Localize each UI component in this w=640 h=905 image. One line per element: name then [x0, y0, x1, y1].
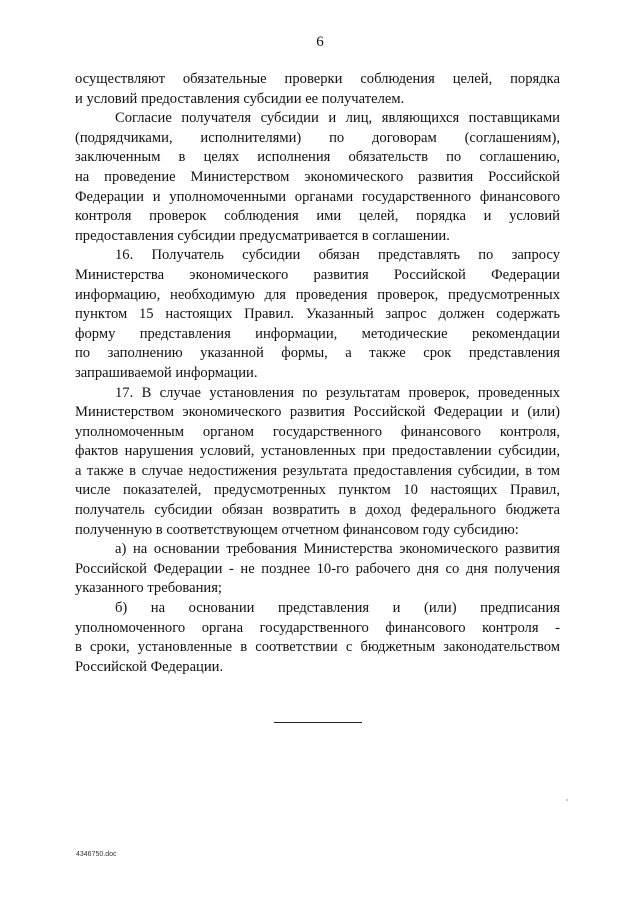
paragraph: [75, 384, 560, 541]
document-body: [75, 70, 560, 677]
text-line: Российской Федерации - не позднее 10-го рабочего дня со дня получения: [75, 560, 560, 577]
text-line: заключенным в целях исполнения обязательств по соглашению,: [75, 149, 560, 166]
text-line: уполномоченным органом государственного финансового контроля,: [75, 423, 560, 440]
text-line: Министерством экономического развития Российской Федерации и (или): [75, 404, 560, 421]
text-line: и условий предоставления субсидии ее получателем.: [75, 90, 405, 107]
page-number: 6: [316, 34, 324, 50]
document-file-id: 4346750.doc: [76, 851, 117, 858]
text-line: пунктом 15 настоящих Правил. Указанный запрос должен содержать: [75, 306, 560, 323]
paragraph: [75, 540, 560, 599]
text-line: осуществляют обязательные проверки соблюдения целей, порядка: [75, 71, 560, 87]
text-line: на проведение Министерством экономического развития Российской: [75, 168, 560, 185]
text-line: 16. Получатель субсидии обязан представлять по запросу: [115, 247, 560, 264]
paragraph: [75, 70, 560, 109]
text-line: Согласие получателя субсидии и лиц, являющихся поставщиками: [115, 110, 560, 127]
paragraph: [75, 599, 560, 677]
text-line: уполномоченного органа государственного финансового контроля -: [75, 619, 560, 636]
paragraph: [75, 109, 560, 246]
text-line: указанного требования;: [75, 580, 222, 597]
text-line: контроля проверок соблюдения ими целей, порядка и условий: [75, 208, 560, 225]
text-line: Российской Федерации.: [75, 658, 224, 675]
text-line: информацию, необходимую для проведения проверок, предусмотренных: [75, 286, 560, 303]
text-line: по заполнению указанной формы, а также срок представления: [75, 345, 560, 362]
paragraph: [75, 246, 560, 383]
text-line: (подрядчиками, исполнителями) по договорам (соглашениям),: [75, 129, 560, 146]
text-line: получатель субсидии обязан возвратить в доход федерального бюджета: [75, 502, 560, 519]
text-line: числе показателей, предусмотренных пунктом 10 настоящих Правил,: [75, 482, 560, 499]
text-line: а) на основании требования Министерства экономического развития: [115, 541, 560, 558]
text-line: в сроки, установленные в соответствии с бюджетным законодательством: [75, 639, 560, 656]
text-line: б) на основании представления и (или) предписания: [115, 600, 560, 617]
end-separator-line: [274, 722, 362, 723]
text-line: форму представления информации, методические рекомендации: [75, 325, 560, 342]
text-line: Министерства экономического развития Российской Федерации: [75, 266, 560, 283]
text-line: фактов нарушения условий, установленных при предоставлении субсидии,: [75, 443, 560, 460]
text-line: запрашиваемой информации.: [75, 364, 258, 381]
text-line: Федерации и уполномоченными органами государственного финансового: [75, 188, 560, 205]
text-line: полученную в соответствующем отчетном финансовом году субсидию:: [75, 521, 519, 538]
text-line: а также в случае недостижения результата предоставления субсидии, в том: [75, 462, 560, 479]
text-line: предоставления субсидии предусматривается в соглашении.: [75, 227, 450, 244]
text-line: 17. В случае установления по результатам проверок, проведенных: [115, 384, 560, 401]
scan-artifact-dot: [566, 799, 568, 801]
